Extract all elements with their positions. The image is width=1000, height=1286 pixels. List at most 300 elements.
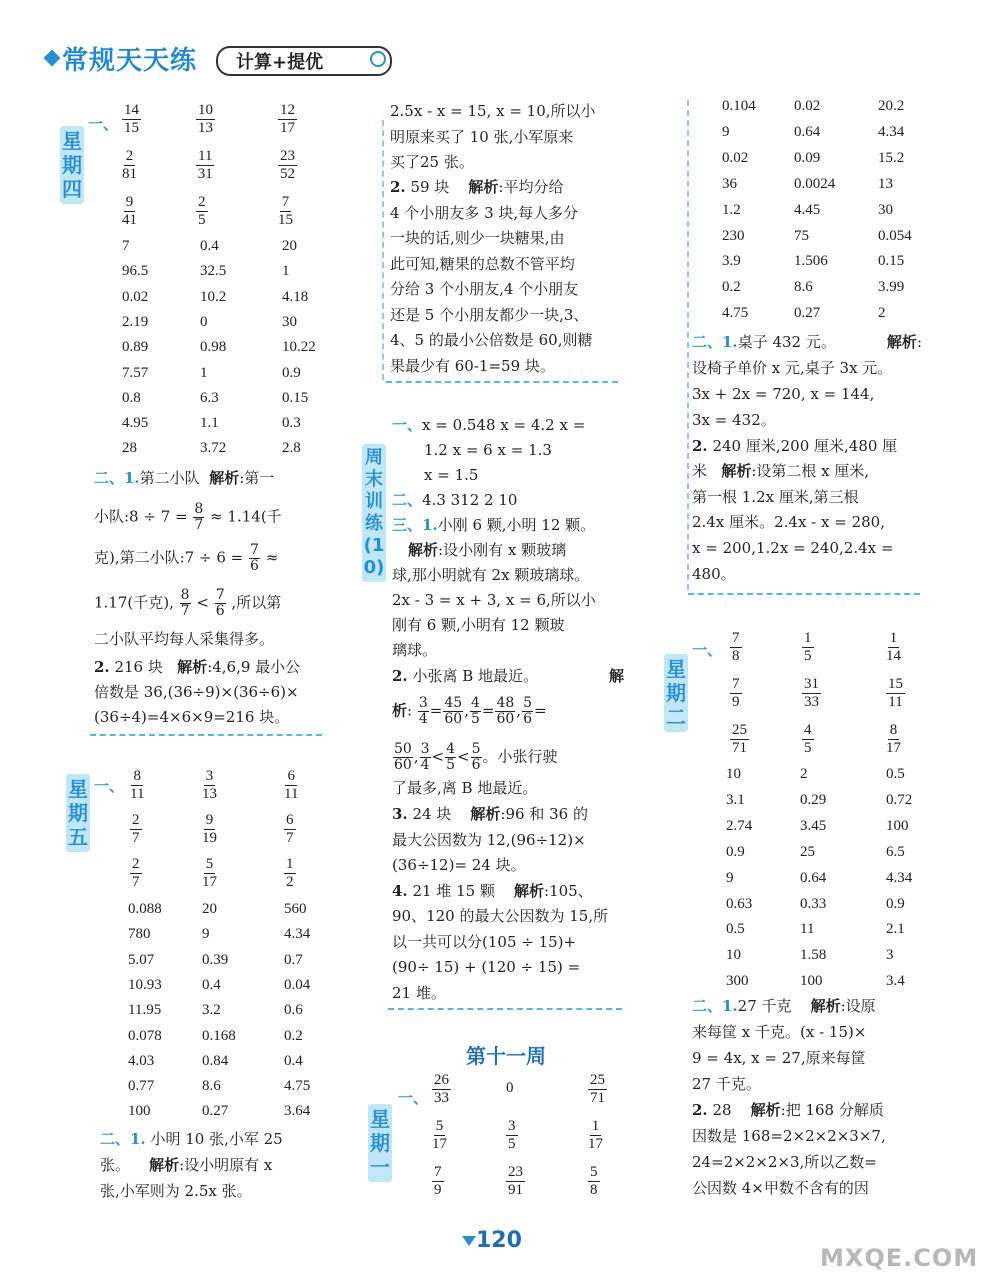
text: 1.17(千克), (94, 593, 174, 612)
answer-cell: 0.6 (284, 1002, 303, 1019)
denominator: 17 (588, 1136, 603, 1152)
thursday-line8: (36÷4)=4×6×9=216 块。 (94, 708, 290, 726)
weekend-line9: 刚有 6 颗,小明有 12 颗玻 (392, 616, 565, 634)
fraction-cell (730, 722, 749, 757)
fraction (588, 1164, 600, 1199)
section-mark: 二、1. (100, 1130, 146, 1148)
fraction (284, 768, 298, 803)
fraction-cell (588, 1164, 600, 1199)
answer-cell: 0.89 (122, 339, 149, 356)
answer-cell: 4.03 (128, 1052, 155, 1069)
column-divider-2 (687, 100, 689, 590)
fraction (432, 1118, 447, 1153)
fraction (886, 630, 901, 665)
section-divider (388, 1008, 622, 1010)
col2-line6: 一块的话,则少一块糖果,由 (390, 229, 565, 247)
answer-cell: 100 (128, 1103, 151, 1120)
answer-cell: 4.18 (282, 288, 309, 305)
numerator: 31 (804, 676, 819, 692)
fraction-cell (284, 856, 296, 891)
header-subtitle: 计算+提优 (236, 52, 324, 73)
numerator: 5 (590, 1164, 598, 1180)
section-divider (688, 593, 920, 595)
answer-cell: 0.15 (282, 389, 309, 406)
answer-cell: 1.2 (722, 201, 741, 218)
weekend-line19: 90、120 的最大公因数为 15,所 (392, 907, 609, 925)
analysis-label: 析 (392, 701, 408, 720)
text: :96 和 36 的 (500, 805, 588, 823)
numerator: 11 (198, 148, 213, 164)
fraction-cell (122, 102, 141, 137)
numerator: 23 (280, 148, 295, 164)
clock-icon (370, 51, 386, 67)
numerator: 9 (205, 812, 214, 828)
answer-cell: 780 (128, 926, 151, 943)
fraction-cell (432, 1118, 447, 1153)
section-mark: 二、 (392, 491, 423, 509)
col2-line8: 分给 3 个小朋友,4 个小朋友 (390, 280, 579, 298)
answer-cell: 36 (722, 175, 737, 192)
answer-cell: 2.74 (726, 817, 753, 834)
denominator: 13 (202, 786, 217, 802)
answer-cell: 230 (722, 227, 745, 244)
weekend-training-label: 周末训练(10) (362, 444, 386, 582)
column-divider-1 (382, 120, 384, 380)
answer-cell: 0.9 (886, 895, 905, 912)
weekend-line7: 球,那小明就有 2x 颗玻璃球。 (392, 566, 590, 584)
fraction-cell (432, 1072, 451, 1107)
fraction-cell (196, 148, 214, 183)
fraction: $\frac{48}{60}$ (496, 695, 515, 727)
fraction (432, 1072, 451, 1107)
col3-s4: 27 千克。 (692, 1075, 761, 1093)
col2-line3: 买了25 张。 (390, 153, 474, 171)
answer-cell: 96.5 (122, 263, 149, 280)
analysis-label: 解析 (514, 882, 545, 900)
answer-cell: 0.0024 (794, 175, 836, 192)
analysis-label: 解析 (721, 462, 752, 480)
denominator: 11 (130, 786, 145, 802)
text: :第一 (239, 469, 275, 487)
text: :4,6,9 最小公 (207, 658, 301, 676)
weekend-line14: 了最多,离 B 地最近。 (392, 779, 538, 797)
day-label-monday: 星期一 (368, 1104, 392, 1182)
answer-cell: 4.95 (122, 415, 149, 432)
answer-cell: 3.64 (284, 1103, 311, 1120)
answer-cell: 0.09 (794, 149, 821, 166)
answer-cell: 3.9 (722, 253, 741, 270)
answer: 第二小队 (139, 469, 200, 487)
weekend-line15 (392, 802, 588, 828)
answer: 小张离 B 地最近。 (412, 667, 539, 685)
analysis-label: 解析 (810, 997, 841, 1015)
numerator: 3 (508, 1118, 516, 1134)
fraction-cell (886, 676, 905, 711)
text: < (196, 593, 209, 612)
denominator: 31 (197, 166, 213, 182)
thursday-line5: 二小队平均每人采集得多。 (94, 630, 275, 648)
answer: 桌子 432 元。 (737, 333, 836, 351)
answer-cell: 0.088 (128, 901, 162, 917)
answer-cell: 2.1 (886, 921, 905, 938)
numerator: 2 (132, 856, 140, 872)
answer-cell: 7.57 (122, 364, 149, 381)
answer-cell: 9 (202, 926, 210, 943)
numerator: 5 (435, 1118, 444, 1134)
answer-cell: 0.4 (202, 976, 221, 993)
answer-cell: 10.2 (200, 288, 227, 305)
answer-cell: 1.506 (794, 253, 828, 270)
header-banner (40, 38, 390, 78)
answer-cell: 0.5 (886, 766, 905, 782)
answer-cell: 0.2 (284, 1027, 303, 1044)
section-mark: 二、1. (692, 997, 738, 1015)
day-label-friday: 星期五 (66, 774, 90, 852)
weekend-line1 (392, 413, 585, 439)
page-number-badge (462, 1224, 534, 1260)
question-number: 2. (692, 437, 708, 455)
text: 4.3 312 2 10 (422, 491, 518, 509)
fraction (432, 1164, 444, 1199)
fraction (278, 102, 297, 137)
numerator: 9 (125, 194, 134, 210)
answer-cell: 9 (722, 123, 730, 140)
denominator: 8 (590, 1182, 598, 1198)
col3-s2: 来每筐 x 千克。(x - 15)× (692, 1023, 867, 1041)
fraction: $\frac{8}{7}$ (180, 587, 190, 619)
fraction-cell (284, 768, 298, 803)
fraction (506, 1118, 518, 1153)
section-mark: 三、1. (392, 516, 438, 534)
denominator: 13 (198, 120, 213, 136)
numerator: 1 (804, 630, 812, 646)
denominator: 71 (590, 1090, 605, 1106)
numerator: 15 (888, 676, 903, 692)
friday-line3: 张,小军则为 2.5x 张。 (100, 1182, 252, 1200)
denominator: 9 (434, 1182, 442, 1198)
question-number: 4. (392, 882, 408, 900)
answer: 21 堆 15 颗 (412, 882, 495, 900)
weekend-line4 (392, 488, 517, 514)
fraction-cell: 0 (506, 1080, 514, 1096)
answer-cell: 0.02 (122, 288, 149, 305)
answer-cell: 3.1 (726, 791, 745, 808)
answer-cell: 0.39 (202, 951, 229, 968)
fraction-cell (284, 812, 296, 847)
fraction (730, 676, 742, 711)
fraction (122, 102, 141, 137)
answer-cell: 11 (800, 921, 815, 938)
denominator: 5 (804, 648, 812, 664)
col3-s5 (692, 1098, 884, 1124)
col3-line7: 第一根 1.2x 厘米,第三根 (692, 488, 859, 506)
fraction-cell (588, 1118, 603, 1153)
fraction (802, 630, 814, 665)
answer-cell: 0.4 (200, 238, 219, 254)
weekend-line13: $\frac{50}{60}$ , $\frac{3}{4}$ < $\frac{4}{5}$ < $\frac{5}{6}$ 。小张行驶 (394, 741, 558, 773)
text: 小队:8 ÷ 7 = (94, 507, 188, 526)
fraction: $\frac{3}{4}$ (418, 695, 428, 727)
question-number: 2. (392, 667, 408, 685)
answer-cell: 8.6 (202, 1078, 221, 1095)
weekend-line16: 最大公因数为 12,(96÷12)× (392, 831, 586, 849)
section-divider (386, 381, 618, 383)
answer-cell: 0.3 (282, 415, 301, 432)
answer-cell: 2 (800, 766, 808, 782)
text: :把 168 分解质 (780, 1101, 884, 1119)
weekend-line5 (392, 513, 595, 539)
col3-line2: 设椅子单价 x 元,桌子 3x 元。 (692, 359, 893, 377)
answer-cell: 300 (726, 973, 749, 990)
answer-cell: 0.02 (794, 98, 821, 114)
fraction-cell (730, 630, 742, 665)
numerator: 14 (124, 102, 139, 118)
fraction: $\frac{7}{6}$ (215, 587, 225, 619)
numerator: 2 (132, 812, 140, 828)
text: 米 (692, 462, 708, 480)
weekend-line17: (36÷12)= 24 块。 (392, 856, 526, 874)
denominator: 9 (732, 694, 740, 710)
numerator: 1 (286, 856, 294, 872)
text: 张。 (100, 1156, 131, 1174)
answer-cell: 75 (794, 227, 809, 244)
numerator: 7 (732, 676, 740, 692)
page-number: 120 (476, 1228, 522, 1253)
answer-cell: 4.75 (284, 1078, 311, 1095)
fraction-cell (278, 194, 293, 229)
question-number: 3. (392, 805, 408, 823)
fraction-cell (196, 194, 208, 229)
denominator: 71 (732, 740, 747, 756)
answer-cell: 0.72 (886, 791, 913, 808)
denominator: 17 (202, 874, 217, 890)
text: ≈ (265, 548, 279, 567)
analysis-label: 解析 (470, 805, 501, 823)
answer-cell: 10 (726, 766, 741, 782)
answer-cell: 30 (282, 313, 297, 330)
denominator: 2 (286, 874, 294, 890)
answer-cell: 30 (878, 201, 893, 218)
answer-cell: 15.2 (878, 149, 905, 166)
denominator: 15 (124, 120, 139, 136)
denominator: 52 (280, 166, 295, 182)
answer: 240 厘米,200 厘米,480 厘 (712, 437, 898, 455)
text: :105、 (544, 882, 593, 900)
analysis-label: 解 (608, 667, 624, 685)
question-number: 2. (692, 1101, 708, 1119)
section-mark: 一、 (692, 641, 723, 659)
denominator: 11 (284, 786, 299, 802)
col2-line11: 果最少有 60-1=59 块。 (390, 357, 555, 375)
col2-line1: 2.5x - x = 15, x = 10,所以小 (390, 102, 596, 120)
answer-cell: 2 (878, 305, 886, 322)
answer-cell: 9 (726, 869, 734, 886)
fraction-cell (202, 812, 217, 847)
col3-s6: 因数是 168=2×2×2×3×7, (692, 1127, 886, 1145)
text: :设第二根 x 厘米, (751, 462, 870, 480)
denominator: 15 (278, 212, 293, 228)
fraction (130, 856, 142, 891)
answer-cell: 100 (886, 817, 909, 834)
text: : (407, 701, 413, 720)
weekend-line2: 1.2 x = 6 x = 1.3 (424, 441, 552, 459)
fraction (284, 856, 296, 891)
fraction (588, 1118, 603, 1153)
denominator: 41 (122, 212, 137, 228)
fraction (506, 1164, 525, 1199)
analysis-label: 解析 (149, 1156, 180, 1174)
text: ≈ 1.14(千 (210, 507, 282, 526)
answer-cell: 0.9 (282, 364, 301, 381)
answer-cell: 0.27 (794, 305, 821, 322)
answer: 小明 10 张,小军 25 (150, 1130, 283, 1148)
numerator: 4 (804, 722, 812, 738)
watermark: MXQE.COM (820, 1244, 979, 1272)
analysis-label: 解析 (408, 541, 439, 559)
answer-cell: 0.078 (128, 1027, 162, 1044)
fraction-cell (730, 676, 742, 711)
fraction-cell (432, 1164, 444, 1199)
answer-cell: 6.5 (886, 843, 905, 860)
denominator: 33 (434, 1090, 449, 1106)
col2-line9: 还是 5 个小朋友都少一块,3、 (390, 306, 589, 324)
answer-cell: 0.77 (128, 1078, 155, 1095)
answer-cell: 2.19 (122, 313, 149, 330)
answer-cell: 0.33 (800, 895, 827, 912)
numerator: 7 (732, 630, 740, 646)
answer-cell: 25 (800, 843, 815, 860)
answer-cell: 0.168 (202, 1027, 236, 1044)
denominator: 17 (280, 120, 295, 136)
fraction (588, 1072, 607, 1107)
numerator: 25 (590, 1072, 605, 1088)
numerator: 1 (591, 1118, 600, 1134)
day-label-thursday: 星期四 (60, 126, 84, 204)
denominator: 7 (132, 830, 140, 846)
col2-line2: 明原来买了 10 张,小军原来 (390, 128, 574, 146)
fraction-cell (802, 630, 814, 665)
text: :平均分给 (498, 178, 564, 196)
numerator: 8 (889, 722, 898, 738)
col3-line10: 480。 (692, 565, 736, 583)
fraction-cell (202, 856, 217, 891)
answer: 24 块 (412, 805, 452, 823)
fraction-cell (278, 102, 297, 137)
answer-cell: 3.4 (886, 973, 905, 990)
fraction: $\frac{4}{5}$ (470, 695, 480, 727)
answer-cell: 0.7 (284, 951, 303, 968)
numerator: 2 (125, 148, 134, 164)
col3-s8: 公因数 4×甲数不含有的因 (692, 1179, 869, 1197)
answer-cell: 3.2 (202, 1002, 221, 1019)
answer-cell: 3.45 (800, 817, 827, 834)
header-subtitle-box (216, 46, 392, 76)
answer-cell: 0.02 (722, 149, 749, 166)
text: ,所以第 (231, 593, 282, 612)
weekend-line20: 以一共可以分(105 ÷ 15)+ (392, 933, 577, 951)
answer-cell: 5.07 (128, 951, 155, 968)
numerator: 2 (198, 194, 206, 210)
answer-cell: 0.29 (800, 791, 827, 808)
thursday-q2 (94, 655, 300, 681)
fraction (886, 722, 901, 757)
numerator: 8 (133, 768, 141, 784)
col3-line4: 3x = 432。 (692, 411, 776, 429)
answer-cell: 4.34 (284, 926, 311, 943)
fraction-cell (196, 102, 215, 137)
numerator: 10 (198, 102, 213, 118)
denominator: 91 (508, 1182, 523, 1198)
answer-cell: 32.5 (200, 263, 227, 280)
section-mark: 一、 (392, 416, 423, 434)
weekend-line21: (90÷ 15) + (120 ÷ 15) = (392, 958, 581, 976)
answer-cell: 1 (282, 263, 290, 280)
answer-cell: 4.75 (722, 305, 749, 322)
answer-cell: 1.58 (800, 947, 827, 964)
denominator: 7 (286, 830, 294, 846)
fraction-cell (130, 768, 144, 803)
answer: 216 块 (114, 658, 163, 676)
weekend-line3: x = 1.5 (424, 466, 479, 484)
answer-cell: 0.98 (200, 339, 227, 356)
answer-cell: 6.3 (200, 389, 219, 406)
day-label-tuesday: 星期二 (664, 654, 688, 732)
section-mark: 一、 (398, 1089, 429, 1107)
answer-cell: 0.15 (878, 253, 905, 270)
friday-part2 (100, 1127, 283, 1153)
answer: 59 块 (410, 178, 450, 196)
weekend-line8: 2x - 3 = x + 3, x = 6,所以小 (392, 591, 596, 609)
thursday-part2 (94, 466, 326, 492)
col3-s7: 24=2×2×2×3,所以乙数= (692, 1153, 877, 1171)
answer-cell: 1 (200, 364, 208, 381)
col3-line8: 2.4x 厘米。2.4x - x = 280, (692, 513, 885, 531)
col2-line5: 4 个小朋友多 3 块,每人多分 (390, 204, 579, 222)
answer-cell: 8.6 (794, 279, 813, 296)
answer-cell: 20.2 (878, 98, 905, 114)
answer: 28 (712, 1101, 732, 1119)
answer-cell: 28 (122, 440, 137, 457)
fraction (196, 148, 214, 183)
fraction-cell (802, 676, 821, 711)
col2-line7: 此可知,糖果的总数不管平均 (390, 255, 575, 273)
answer-cell: 11.95 (128, 1002, 162, 1019)
fraction-cell (278, 148, 297, 183)
fraction (730, 722, 749, 757)
denominator: 5 (804, 740, 812, 756)
denominator: 5 (198, 212, 206, 228)
fraction (130, 768, 144, 803)
text: x = 0.548 x = 4.2 x = (422, 416, 586, 434)
thursday-line2 (94, 502, 282, 533)
denominator: 17 (432, 1136, 447, 1152)
answer-cell: 0.27 (202, 1103, 229, 1120)
fraction (122, 194, 137, 229)
weekend-line18 (392, 879, 593, 905)
fraction-cell (202, 768, 217, 803)
answer-cell: 0.84 (202, 1052, 229, 1069)
fraction (278, 148, 297, 183)
analysis-label: 解析 (209, 469, 240, 487)
thursday-line4 (94, 588, 281, 619)
numerator: 6 (286, 812, 294, 828)
col3-s3: 9 = 4x, x = 27,原来每筐 (692, 1049, 866, 1067)
numerator: 6 (287, 768, 295, 784)
weekend-line6 (408, 538, 566, 564)
col3-line9: x = 200,1.2x = 240,2.4x = (692, 539, 894, 557)
answer-cell: 10 (726, 947, 741, 964)
fraction (202, 856, 217, 891)
